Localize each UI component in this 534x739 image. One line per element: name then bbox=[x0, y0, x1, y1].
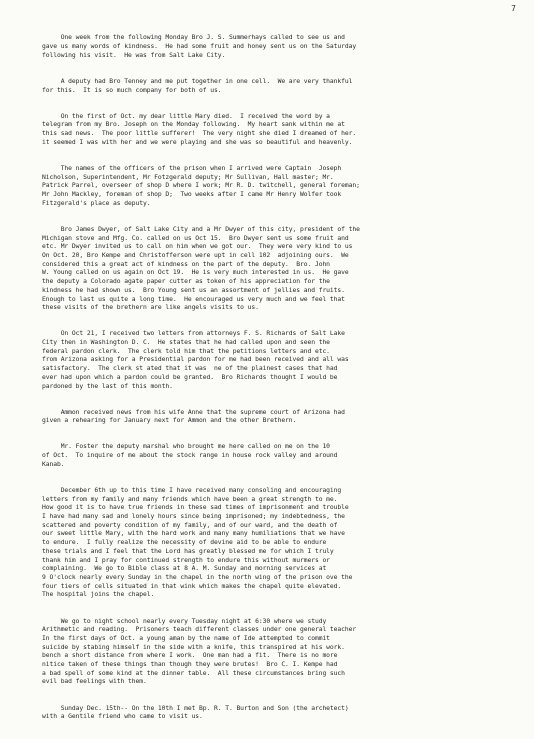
paragraph-foster-visit: Mr. Foster the deputy marshal who brought me here called on me on the 10 of Oct. To inquire of me about the stock range in house rock valley and around Kanab. bbox=[42, 443, 338, 468]
paragraph-ammon-news: Ammon received news from his wife Anne that the supreme court of Arizona had given a rehearing for January next for Ammon and the other Brethern. bbox=[42, 408, 345, 425]
journal-text bbox=[42, 17, 516, 739]
paragraph-summerhays-visit: One week from the following Monday Bro J. S. Summerhays called to see us and gave us many words of kindness. He had some fruit and honey sent us on the Saturday following his visit. He was from Salt Lake City. bbox=[42, 34, 357, 59]
paragraph-dwyer-visit: Bro James Dwyer, of Salt Lake City and a Mr Dwyer of this city, president of the Michigan stove and Mfg. Co. called on us Oct 15. Bro Dwyer sent us some fruit and etc. Mr Dwyer invited us to call on him when we got our. They were very kind to us On Oct. 20, Bro Kempe and Christofferson were upt in cell 102 adjoining ours. We considered this a great act of kindness on the part of the deputy. Bro. John W. Young called on us again on Oct 19. He is very much interested in us. He gave the deputy a Colorado agate paper cutter as token of his appreciation for the kindness he had shown us. Bro Young sent us an assortment of jellies and fruits. Enough to last us quite a long time. He encouraged us very much and we feel that these visits of the brethern are like angels visits to us. bbox=[42, 225, 360, 312]
page-number: 7 bbox=[511, 4, 516, 13]
paragraph-december-letters: December 6th up to this time I have received many consoling and encouraging letters from my family and many friends which have been a great strength to me. How good it is to have true friends in these sad times of imprisonment and trouble I have had many sad and lonely hours since being imprisoned; my indebtedness, the scattered and poverty condition of my family, and of our ward, and the death of our sweet little Mary, with the hard work and many many humiliations that we have to endure. I fully realize the necessity of devine aid to be able to endure these trials and I feel that the Lord has greatly blessed me for which I truly thank him and I pray for continued strength to endure this without murmers or complaining. We go to Bible class at 8 A. M. Sunday and morning services at 9 O'clock nearly every Sunday in the chapel in the north wing of the prison ove the four tiers of cells situated in that wink which makes the chapel quite elevated. The hospital joins the chapel. bbox=[42, 486, 353, 599]
paragraph-richards-letters: On Oct 21, I received two letters from attorneys F. S. Richards of Salt Lake City then in Washington D. C. He states that he had called upon and seen the federal pardon clerk. The clerk told him that the petitions letters and etc. from Arizona asking for a Presidential pardon for me had been received and all was satisfactory. The clerk st ated that it was ne of the plainest cases that had ever had upon which a pardon could be granted. Bro Richards thought I would be pardoned by the last of this month. bbox=[42, 330, 349, 390]
paragraph-mary-death: On the first of Oct. my dear little Mary died. I received the word by a telegram from my Bro. Joseph on the Monday following. My heart sank within me at this sad news. The poor little sufferer! The very night she died I dreamed of her. it seemed I was with her and we were playing and she was so beautiful and heavenly. bbox=[42, 112, 357, 146]
paragraph-burton-visit: Sunday Dec. 15th-- On the 10th I met Bp. R. T. Burton and Son (the archetect) with a Gentile friend who came to visit us. bbox=[42, 704, 349, 721]
paragraph-prison-officers: The names of the officers of the prison when I arrived were Captain Joseph Nicholson, Superintendent, Mr Fotzgerald deputy; Mr Sullivan, Hall master; Mr. Patrick Parrel, overseer of shop D where I work; Mr R. D. twitchell, general foreman; Mr John Mackley, foreman of shop D; Two weeks after I came Mr Henry Wolfer took Fitzgerald's place as deputy. bbox=[42, 164, 360, 207]
paragraph-cell-with-tenney: A deputy had Bro Tenney and me put together in one cell. We are very thankful for this. It is so much company for both of us. bbox=[42, 77, 353, 94]
paragraph-night-school: We go to night school nearly every Tuesday night at 6:30 where we study Arithmetic and reading. Prisoners teach different classes under one general teacher In the first days of Oct. a young aman by the name of Ide attempted to commit suicide by stabing himself in the side with a knife, this transpired at his work. bench a short distance from where I work. One man had a fit. There is no more nitice taken of these things than though they were brutes! Bro C. I. Kempe had a bad spell of some kind at the dinner table. All these circumstances bring such evil bad feelings with them. bbox=[42, 617, 357, 686]
